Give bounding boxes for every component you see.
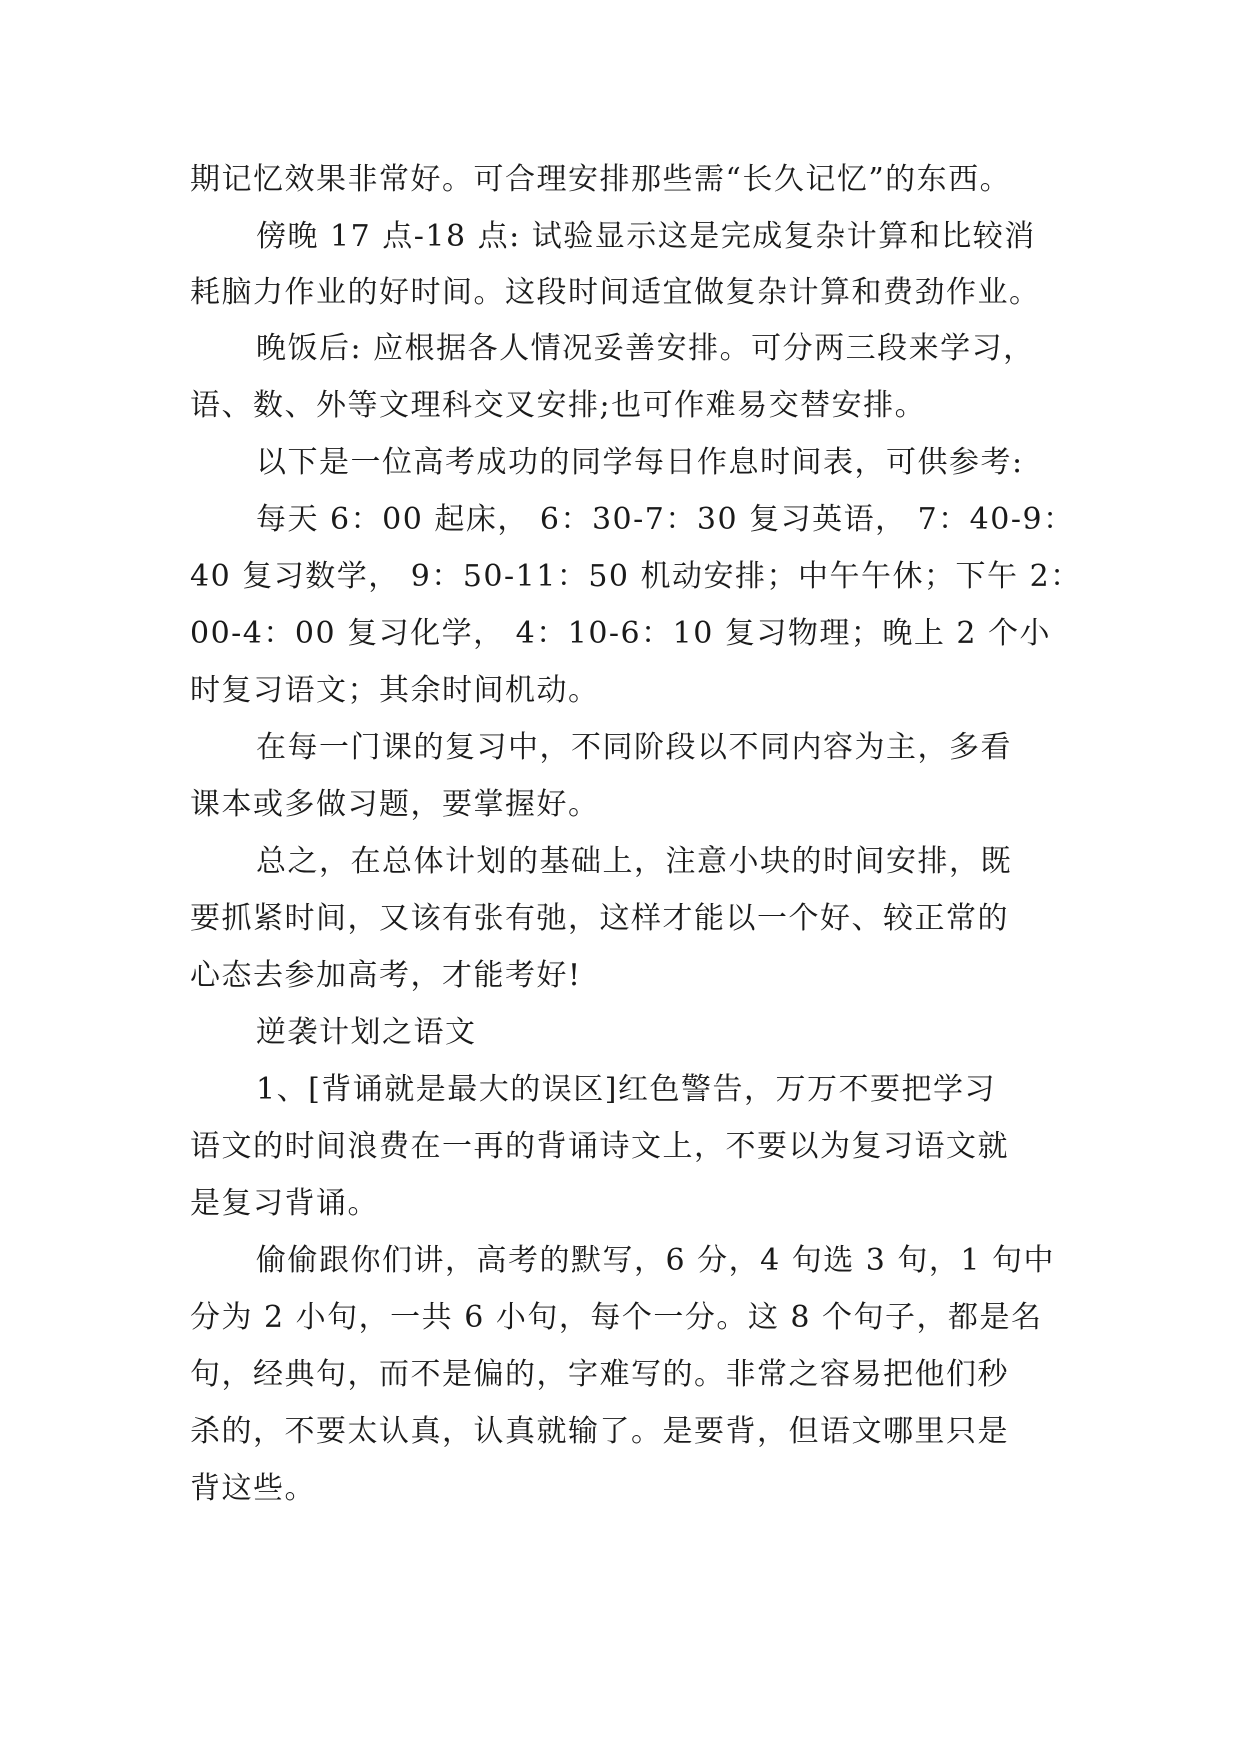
text-line: 在每一门课的复习中，不同阶段以不同内容为主，多看 (256, 730, 1012, 765)
text-line: 杀的，不要太认真，认真就输了。是要背，但语文哪里只是 (190, 1414, 1009, 1449)
text-line: 以下是一位高考成功的同学每日作息时间表，可供参考: (256, 445, 1024, 480)
text-line: 傍晚 17 点-18 点: 试验显示这是完成复杂计算和比较消 (256, 219, 1036, 254)
section-heading: 逆袭计划之语文 (256, 1015, 477, 1050)
text-line: 语、数、外等文理科交叉安排;也可作难易交替安排。 (190, 388, 927, 423)
text-line: 心态去参加高考，才能考好! (190, 958, 582, 993)
text-line: 耗脑力作业的好时间。这段时间适宜做复杂计算和费劲作业。 (190, 275, 1041, 310)
text-line: 40 复习数学， 9：50-11：50 机动安排；中午午休；下午 2： (190, 559, 1082, 594)
text-line: 语文的时间浪费在一再的背诵诗文上，不要以为复习语文就 (190, 1129, 1009, 1164)
text-line: 1、[背诵就是最大的误区]红色警告，万万不要把学习 (256, 1072, 996, 1107)
text-line: 00-4：00 复习化学， 4：10-6：10 复习物理；晚上 2 个小 (190, 616, 1051, 651)
text-line: 句，经典句，而不是偏的，字难写的。非常之容易把他们秒 (190, 1357, 1009, 1392)
text-line: 总之，在总体计划的基础上，注意小块的时间安排，既 (256, 844, 1012, 879)
text-line: 时复习语文；其余时间机动。 (190, 673, 600, 708)
text-line: 偷偷跟你们讲，高考的默写，6 分，4 句选 3 句，1 句中 (256, 1243, 1056, 1278)
text-line: 课本或多做习题，要掌握好。 (190, 787, 600, 822)
text-line: 背这些。 (190, 1471, 316, 1506)
text-line: 要抓紧时间，又该有张有弛，这样才能以一个好、较正常的 (190, 901, 1009, 936)
text-line: 期记忆效果非常好。可合理安排那些需“长久记忆”的东西。 (190, 162, 1012, 197)
text-line: 分为 2 小句，一共 6 小句，每个一分。这 8 个句子，都是名 (190, 1300, 1043, 1335)
text-line: 每天 6：00 起床， 6：30-7：30 复习英语， 7：40-9： (256, 502, 1075, 537)
text-line: 是复习背诵。 (190, 1186, 379, 1221)
text-line: 晚饭后: 应根据各人情况妥善安排。可分两三段来学习， (256, 331, 1035, 366)
